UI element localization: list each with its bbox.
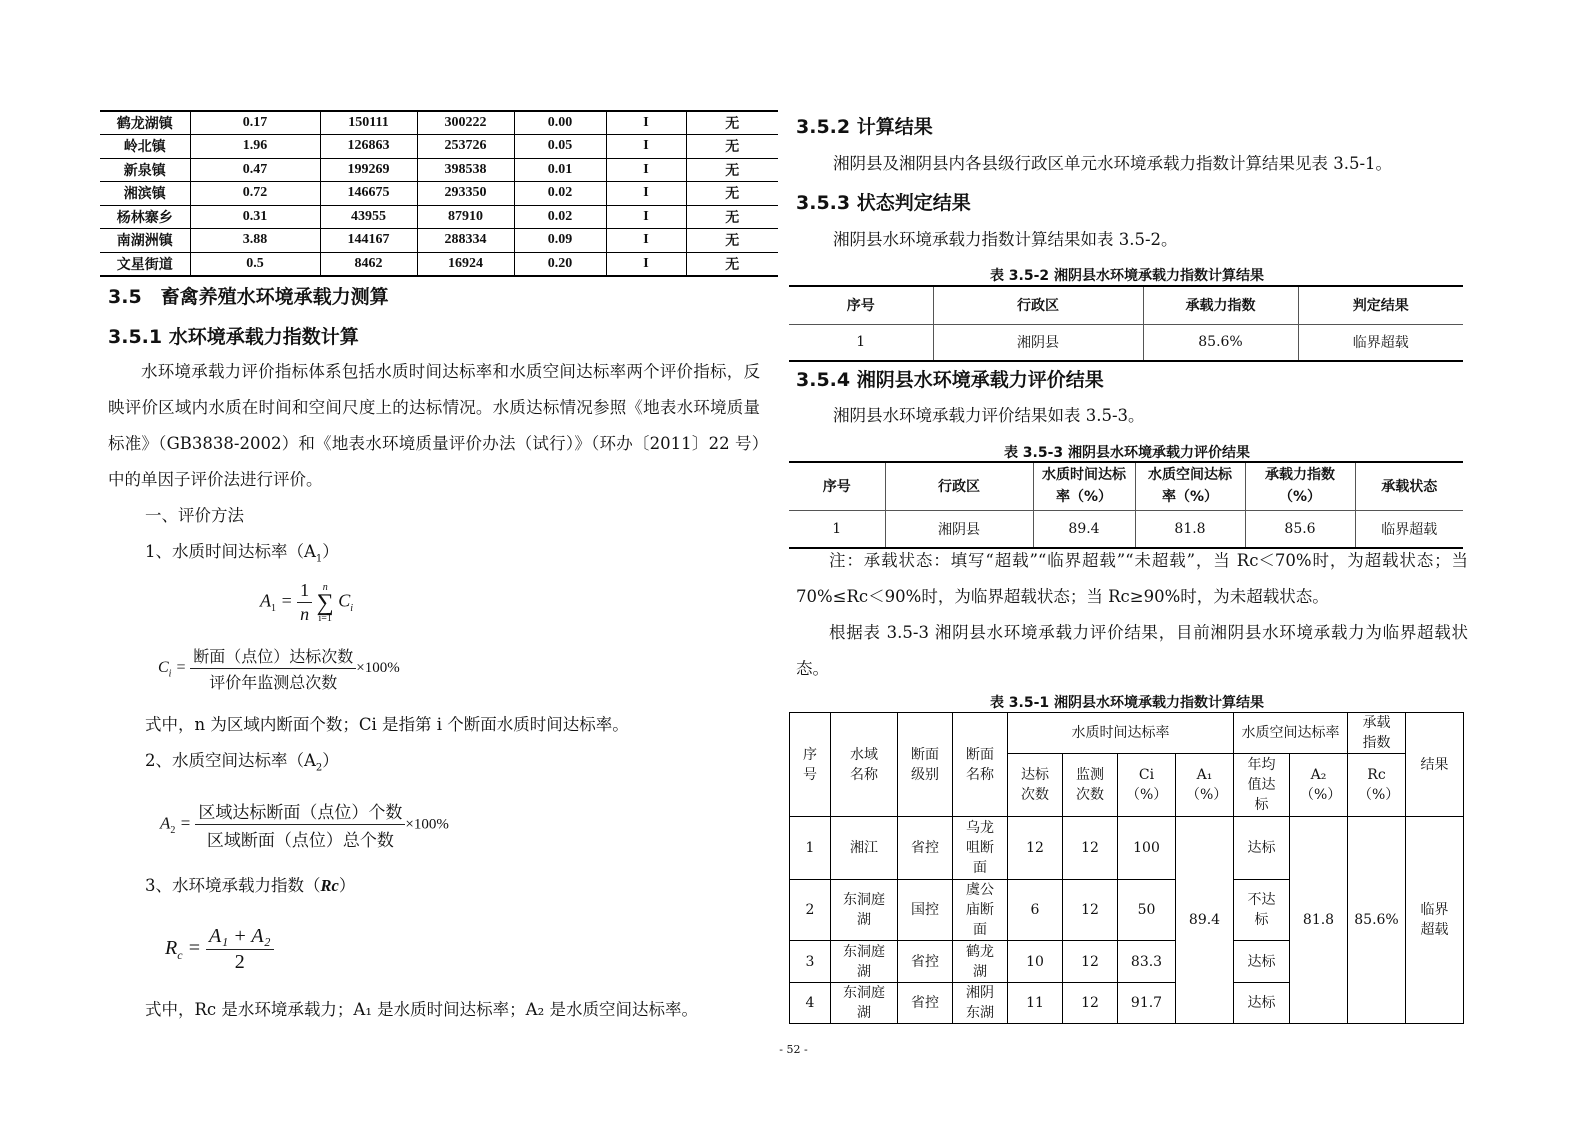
t353-cell: 81.8: [1135, 510, 1245, 548]
town-cell: 无: [686, 252, 778, 276]
t351-cell: 达标: [1234, 817, 1290, 880]
town-row: [100, 111, 778, 135]
t351-head-water: 水域名称: [831, 713, 898, 817]
caption-3-5-1: 表 3.5-1 湘阴县水环境承载力指数计算结果: [989, 695, 1265, 711]
t353-cell: 89.4: [1033, 510, 1135, 548]
town-cell: 0.00: [514, 111, 606, 135]
t351-cell: 达标: [1234, 983, 1290, 1024]
town-cell: 150111: [320, 111, 417, 135]
formula-a1: $A_1$ = $\frac{1}{n}$ n ∑ i=1 $C_i$: [260, 580, 354, 624]
t351-head-section: 断面名称: [953, 713, 1008, 817]
town-cell: 253726: [417, 135, 514, 159]
t353-head-time: 水质时间达标率（%）: [1033, 462, 1135, 510]
t351-head-level: 断面级别: [898, 713, 953, 817]
town-cell: 3.88: [190, 229, 320, 253]
town-cell: 0.20: [514, 252, 606, 276]
t351-cell: 12: [1063, 880, 1118, 941]
paragraph-3-5-4: 湘阴县水环境承载力评价结果如表 3.5-3。: [833, 406, 1145, 425]
town-cell: 43955: [320, 205, 417, 229]
paragraph-3-5-2: 湘阴县及湘阴县内各县级行政区单元水环境承载力指数计算结果见表 3.5-1。: [833, 154, 1393, 173]
t351-head-ci: Ci（%）: [1118, 754, 1176, 817]
t351-cell: 3: [790, 941, 831, 983]
t351-head-pass: 达标次数: [1008, 754, 1063, 817]
town-cell: 146675: [320, 182, 417, 206]
town-row: [100, 229, 778, 253]
town-cell: 0.17: [190, 111, 320, 135]
t351-head-a1: A₁（%）: [1176, 754, 1234, 817]
t351-cell: 乌龙咀断面: [953, 817, 1008, 880]
town-cell: 0.47: [190, 158, 320, 182]
town-row: [100, 205, 778, 229]
t351-cell: 东洞庭湖: [831, 983, 898, 1024]
town-row: [100, 135, 778, 159]
paragraph-3-5-3: 湘阴县水环境承载力指数计算结果如表 3.5-2。: [833, 230, 1178, 249]
town-cell: I: [606, 111, 686, 135]
town-cell: I: [606, 182, 686, 206]
t351-cell: 4: [790, 983, 831, 1024]
town-cell: 0.01: [514, 158, 606, 182]
town-cell: 文星街道: [100, 252, 190, 276]
t351-cell: 不达标: [1234, 880, 1290, 941]
town-cell: 0.72: [190, 182, 320, 206]
town-cell: 无: [686, 205, 778, 229]
intro-paragraph: 水环境承载力评价指标体系包括水质时间达标率和水质空间达标率两个评价指标，反映评价区域内水质在时间和空间尺度上的达标情况。水质达标情况参照《地表水环境质量标准》（GB3838-2002）和《地表水环境质量评价办法（试行）》（环办〔2011〕22 号）中的单因子评价法进行评价。: [108, 362, 760, 489]
t352-head-seq: 序号: [789, 286, 933, 324]
t351-cell: 省控: [898, 817, 953, 880]
t353-head-state: 承载状态: [1355, 462, 1463, 510]
town-cell: 293350: [417, 182, 514, 206]
t351-cell: 国控: [898, 880, 953, 941]
t351-head-result: 结果: [1406, 713, 1464, 817]
town-cell: 199269: [320, 158, 417, 182]
town-cell: 8462: [320, 252, 417, 276]
town-table: [100, 110, 778, 277]
t351-cell: 东洞庭湖: [831, 880, 898, 941]
t352-cell: 1: [789, 324, 933, 361]
t351-a2: 81.8: [1290, 817, 1348, 1024]
t351-head-space: 水质空间达标率: [1234, 713, 1348, 754]
town-cell: I: [606, 229, 686, 253]
section-heading-3-5-3: 3.5.3 状态判定结果: [796, 192, 971, 214]
t353-cell: 湘阴县: [885, 510, 1033, 548]
t351-cell: 12: [1063, 817, 1118, 880]
t351-cell: 12: [1008, 817, 1063, 880]
where-ci: 式中，n 为区域内断面个数；Ci 是指第 i 个断面水质时间达标率。: [145, 715, 629, 734]
t351-cell: 鹤龙湖: [953, 941, 1008, 983]
t351-cell: 虞公庙断面: [953, 880, 1008, 941]
t351-cell: 湘江: [831, 817, 898, 880]
caption-3-5-3: 表 3.5-3 湘阴县水环境承载力评价结果: [1003, 445, 1251, 461]
formula-rc: $R_c$ = $\frac{\text{A₁ + A₂}}{2}$: [165, 925, 274, 974]
t353-cell: 85.6: [1245, 510, 1355, 548]
rc-title: 3、水环境承载力指数（Rc）: [145, 876, 356, 895]
town-cell: I: [606, 135, 686, 159]
t352-head-index: 承载力指数: [1143, 286, 1298, 324]
town-cell: 无: [686, 135, 778, 159]
town-cell: 无: [686, 229, 778, 253]
town-cell: 湘滨镇: [100, 182, 190, 206]
t351-cell: 50: [1118, 880, 1176, 941]
caption-3-5-2: 表 3.5-2 湘阴县水环境承载力指数计算结果: [989, 268, 1265, 284]
table-3-5-1: [789, 712, 1464, 1024]
formula-a2: $A_2$ = $\frac{\text{区域达标断面（点位）个数}}{\text{区域断面（点位）总个数}}$ ×100%: [160, 798, 449, 851]
conclusion-paragraph: 根据表 3.5-3 湘阴县水环境承载力评价结果，目前湘阴县水环境承载力为临界超载状态。: [796, 623, 1468, 678]
town-cell: 398538: [417, 158, 514, 182]
section-heading-3-5: 3.5 畜禽养殖水环境承载力测算: [108, 286, 389, 308]
town-cell: 岭北镇: [100, 135, 190, 159]
town-cell: 0.05: [514, 135, 606, 159]
town-cell: 0.02: [514, 205, 606, 229]
town-cell: 288334: [417, 229, 514, 253]
note-paragraph: 注：承载状态：填写“超载”“临界超载”“未超载”，当 Rc＜70%时，为超载状态；当 70%≤Rc＜90%时，为临界超载状态；当 Rc≥90%时，为未超载状态。: [796, 551, 1468, 606]
town-cell: 0.5: [190, 252, 320, 276]
t353-head-region: 行政区: [885, 462, 1033, 510]
t352-cell: 临界超载: [1298, 324, 1463, 361]
section-heading-3-5-2: 3.5.2 计算结果: [796, 116, 933, 138]
town-cell: 1.96: [190, 135, 320, 159]
t351-head-rc: Rc（%）: [1348, 754, 1406, 817]
t351-cell: 83.3: [1118, 941, 1176, 983]
t351-cell: 6: [1008, 880, 1063, 941]
town-cell: 无: [686, 182, 778, 206]
town-cell: 新泉镇: [100, 158, 190, 182]
a1-title: 1、水质时间达标率$(A_1)$: [145, 542, 339, 565]
t351-cell: 1: [790, 817, 831, 880]
t351-cell: 11: [1008, 983, 1063, 1024]
t351-cell: 湘阴东湖: [953, 983, 1008, 1024]
t351-result: 临界超载: [1406, 817, 1464, 1024]
town-cell: 鹤龙湖镇: [100, 111, 190, 135]
town-cell: 南湖洲镇: [100, 229, 190, 253]
t352-head-judge: 判定结果: [1298, 286, 1463, 324]
town-cell: 126863: [320, 135, 417, 159]
town-cell: I: [606, 252, 686, 276]
town-cell: I: [606, 158, 686, 182]
t353-cell: 临界超载: [1355, 510, 1463, 548]
town-cell: 无: [686, 111, 778, 135]
t351-head-index: 承载指数: [1348, 713, 1406, 754]
town-row: [100, 252, 778, 276]
t351-head-annual: 年均值达标: [1234, 754, 1290, 817]
page-number: - 52 -: [779, 1043, 808, 1056]
table-3-5-2: [789, 285, 1463, 362]
town-cell: 300222: [417, 111, 514, 135]
t351-head-a2: A₂（%）: [1290, 754, 1348, 817]
table-3-5-3: [789, 461, 1463, 549]
t353-head-index: 承载力指数（%）: [1245, 462, 1355, 510]
t351-cell: 12: [1063, 941, 1118, 983]
t351-cell: 100: [1118, 817, 1176, 880]
t351-head-monitor: 监测次数: [1063, 754, 1118, 817]
t353-head-space: 水质空间达标率（%）: [1135, 462, 1245, 510]
section-heading-3-5-4: 3.5.4 湘阴县水环境承载力评价结果: [796, 369, 1104, 391]
method-heading: 一、评价方法: [145, 506, 244, 525]
t353-head-seq: 序号: [789, 462, 885, 510]
t352-cell: 85.6%: [1143, 324, 1298, 361]
t351-head-time: 水质时间达标率: [1008, 713, 1234, 754]
t351-cell: 10: [1008, 941, 1063, 983]
town-cell: 0.02: [514, 182, 606, 206]
town-cell: 16924: [417, 252, 514, 276]
section-heading-3-5-1: 3.5.1 水环境承载力指数计算: [108, 326, 359, 348]
t351-a1: 89.4: [1176, 817, 1234, 1024]
t351-cell: 省控: [898, 983, 953, 1024]
t352-head-region: 行政区: [933, 286, 1143, 324]
t351-head-seq: 序号: [790, 713, 831, 817]
t351-cell: 2: [790, 880, 831, 941]
a2-title: 2、水质空间达标率$(A_2)$: [145, 751, 339, 774]
town-cell: 无: [686, 158, 778, 182]
town-cell: 144167: [320, 229, 417, 253]
where-rc: 式中，Rc 是水环境承载力；A₁ 是水质时间达标率；A₂ 是水质空间达标率。: [145, 1000, 698, 1019]
formula-ci: $C_i$ = $\frac{\text{断面（点位）达标次数}}{\text{评价年监测总次数}}$ ×100%: [158, 644, 400, 693]
town-cell: 0.09: [514, 229, 606, 253]
town-cell: 杨林寨乡: [100, 205, 190, 229]
town-cell: I: [606, 205, 686, 229]
t351-cell: 东洞庭湖: [831, 941, 898, 983]
t351-cell: 12: [1063, 983, 1118, 1024]
t351-cell: 91.7: [1118, 983, 1176, 1024]
town-row: [100, 158, 778, 182]
t352-cell: 湘阴县: [933, 324, 1143, 361]
town-cell: 87910: [417, 205, 514, 229]
town-row: [100, 182, 778, 206]
t351-rc: 85.6%: [1348, 817, 1406, 1024]
t351-cell: 省控: [898, 941, 953, 983]
t351-cell: 达标: [1234, 941, 1290, 983]
town-cell: 0.31: [190, 205, 320, 229]
t353-cell: 1: [789, 510, 885, 548]
